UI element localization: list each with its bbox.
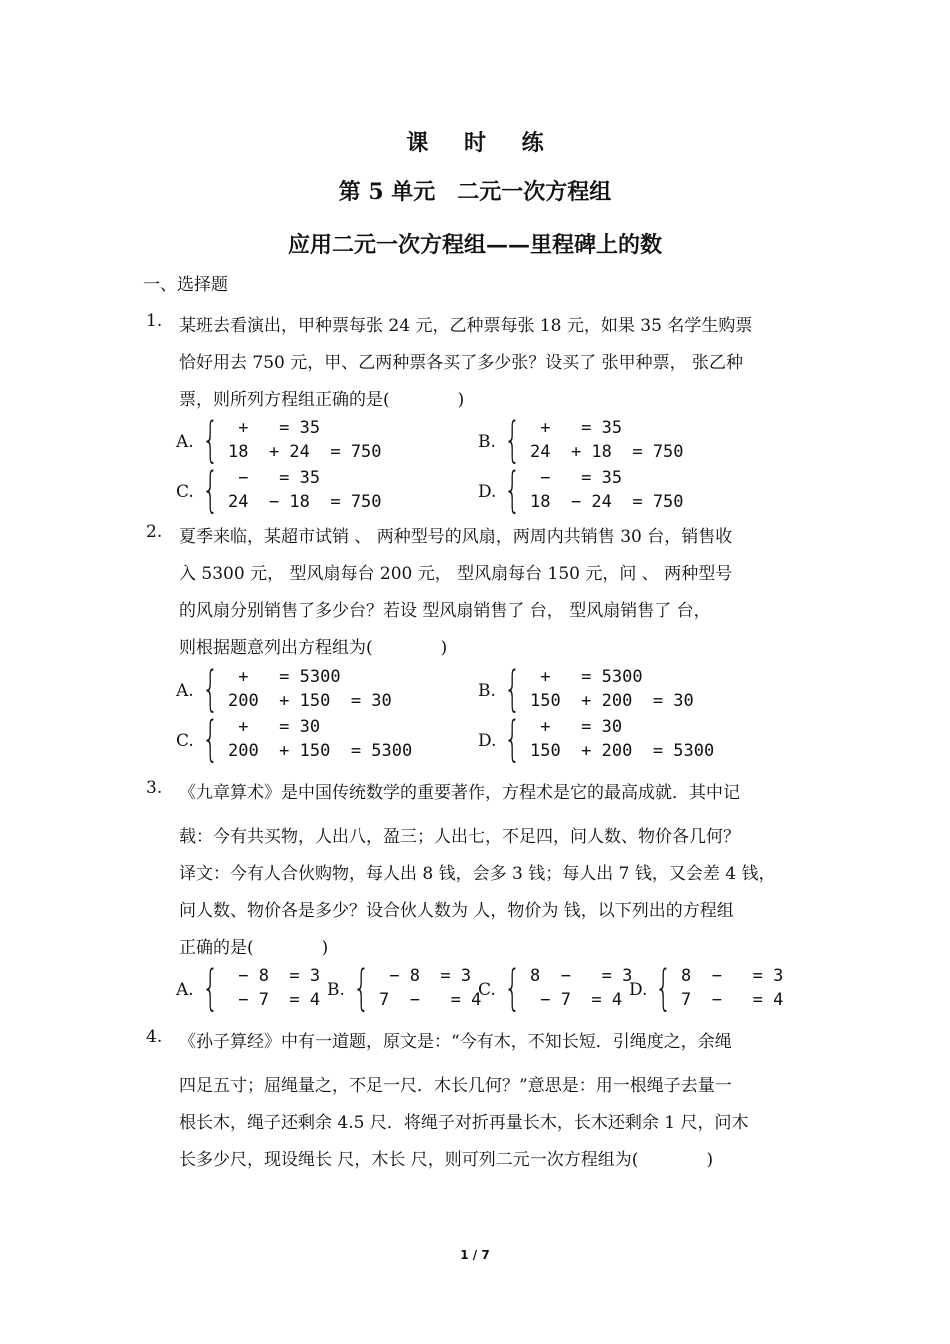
question-text-line: 票，则所列方程组正确的是( ) xyxy=(179,390,465,410)
equation: + = 35 xyxy=(228,418,321,438)
question-text-line: 则根据题意列出方程组为( ) xyxy=(179,638,448,658)
equation: − 8 = 3 xyxy=(228,966,321,986)
brace-symbol: { xyxy=(504,960,521,1016)
brace-symbol: { xyxy=(202,661,219,717)
equation: − 7 = 4 xyxy=(228,990,321,1010)
equation: 150 + 200 = 30 xyxy=(530,691,694,711)
brace-symbol: { xyxy=(504,711,521,767)
option-label: D. xyxy=(478,731,497,751)
equation: 8 − = 3 xyxy=(681,966,784,986)
equation-system xyxy=(228,665,392,713)
question-text-line: 夏季来临，某超市试销 、 两种型号的风扇，两周内共销售 30 台，销售收 xyxy=(179,527,733,547)
brace-symbol: { xyxy=(504,462,521,518)
option-b[interactable] xyxy=(478,661,738,717)
unit-title: 第 5 单元 二元一次方程组 xyxy=(338,179,612,205)
section-heading: 一、选择题 xyxy=(143,275,228,295)
brace-symbol: { xyxy=(504,661,521,717)
equation: 24 + 18 = 750 xyxy=(530,442,684,462)
question-number: 1. xyxy=(146,311,163,331)
option-label: A. xyxy=(176,432,194,452)
equation: − = 35 xyxy=(530,468,623,488)
equation-system xyxy=(530,466,684,514)
equation-system xyxy=(228,416,382,464)
equation: 24 − 18 = 750 xyxy=(228,492,382,512)
question-number: 3. xyxy=(146,778,163,798)
question-text-line: 某班去看演出，甲种票每张 24 元，乙种票每张 18 元，如果 35 名学生购票 xyxy=(179,316,753,336)
equation: 18 + 24 = 750 xyxy=(228,442,382,462)
option-a[interactable] xyxy=(176,960,321,1016)
question-text-line: 根长木，绳子还剩余 4.5 尺．将绳子对折再量长木，长木还剩余 1 尺，问木 xyxy=(179,1113,749,1133)
equation: − = 35 xyxy=(228,468,321,488)
equation: + = 30 xyxy=(228,717,321,737)
option-label: C. xyxy=(176,482,194,502)
equation: 7 − = 4 xyxy=(681,990,784,1010)
equation-system xyxy=(228,964,320,1012)
brace-symbol: { xyxy=(202,462,219,518)
option-c[interactable] xyxy=(176,462,436,518)
option-label: A. xyxy=(176,980,194,1000)
brace-symbol: { xyxy=(655,960,672,1016)
option-a[interactable] xyxy=(176,412,436,468)
question-text-line: 问人数、物价各是多少？设合伙人数为 人，物价为 钱，以下列出的方程组 xyxy=(179,901,734,921)
question-text-line: 译文：今有人合伙购物，每人出 8 钱，会多 3 钱；每人出 7 钱，又会差 4 钱， xyxy=(179,864,776,884)
equation-system xyxy=(530,715,714,763)
question-text-line: 《九章算术》是中国传统数学的重要著作，方程术是它的最高成就．其中记 xyxy=(179,783,740,803)
equation-system xyxy=(379,964,481,1012)
option-a[interactable] xyxy=(176,661,436,717)
equation: − 7 = 4 xyxy=(530,990,623,1010)
question-text-line: 正确的是( ) xyxy=(179,938,329,958)
brace-symbol: { xyxy=(353,960,370,1016)
question-number: 4. xyxy=(146,1027,163,1047)
page-number: 1 / 7 xyxy=(460,1248,490,1262)
option-label: B. xyxy=(327,980,345,1000)
equation-system xyxy=(530,964,632,1012)
question-text-line: 的风扇分别销售了多少台？若设 型风扇销售了 台， 型风扇销售了 台， xyxy=(179,601,711,621)
question-number: 2. xyxy=(146,522,163,542)
option-label: D. xyxy=(629,980,648,1000)
option-label: A. xyxy=(176,681,194,701)
equation: 200 + 150 = 30 xyxy=(228,691,392,711)
equation: − 8 = 3 xyxy=(379,966,472,986)
option-label: C. xyxy=(176,731,194,751)
option-label: D. xyxy=(478,482,497,502)
equation: 18 − 24 = 750 xyxy=(530,492,684,512)
question-text-line: 长多少尺，现设绳长 尺，木长 尺，则可列二元一次方程组为( ) xyxy=(179,1150,714,1170)
equation: + = 5300 xyxy=(530,667,643,687)
lesson-title: 应用二元一次方程组——里程碑上的数 xyxy=(287,232,662,258)
brace-symbol: { xyxy=(202,412,219,468)
equation-system xyxy=(530,416,684,464)
equation: + = 30 xyxy=(530,717,623,737)
question-text-line: 恰好用去 750 元，甲、乙两种票各买了多少张？设买了 张甲种票， 张乙种 xyxy=(179,353,744,373)
brace-symbol: { xyxy=(202,711,219,767)
equation: 200 + 150 = 5300 xyxy=(228,741,413,761)
option-b[interactable] xyxy=(478,412,738,468)
equation-system xyxy=(681,964,783,1012)
option-label: C. xyxy=(478,980,496,1000)
option-c[interactable] xyxy=(176,711,436,767)
option-label: B. xyxy=(478,681,496,701)
equation: 7 − = 4 xyxy=(379,990,482,1010)
option-d[interactable] xyxy=(629,960,784,1016)
equation-system xyxy=(228,466,382,514)
brace-symbol: { xyxy=(504,412,521,468)
equation: 8 − = 3 xyxy=(530,966,633,986)
page-title: 课 时 练 xyxy=(406,130,558,156)
equation: 150 + 200 = 5300 xyxy=(530,741,715,761)
question-text-line: 《孙子算经》中有一道题，原文是：“今有木，不知长短．引绳度之，余绳 xyxy=(179,1032,732,1052)
equation: + = 35 xyxy=(530,418,623,438)
option-d[interactable] xyxy=(478,711,738,767)
question-text-line: 载：今有共买物，人出八，盈三；人出七，不足四，问人数、物价各几何？ xyxy=(179,827,740,847)
equation-system xyxy=(530,665,694,713)
equation-system xyxy=(228,715,412,763)
option-c[interactable] xyxy=(478,960,633,1016)
option-label: B. xyxy=(478,432,496,452)
brace-symbol: { xyxy=(202,960,219,1016)
question-text-line: 四足五寸；屈绳量之，不足一尺．木长几何？”意思是：用一根绳子去量一 xyxy=(179,1076,732,1096)
option-b[interactable] xyxy=(327,960,482,1016)
question-text-line: 入 5300 元， 型风扇每台 200 元， 型风扇每台 150 元，问 、 两种型号 xyxy=(179,564,733,584)
option-d[interactable] xyxy=(478,462,738,518)
equation: + = 5300 xyxy=(228,667,341,687)
